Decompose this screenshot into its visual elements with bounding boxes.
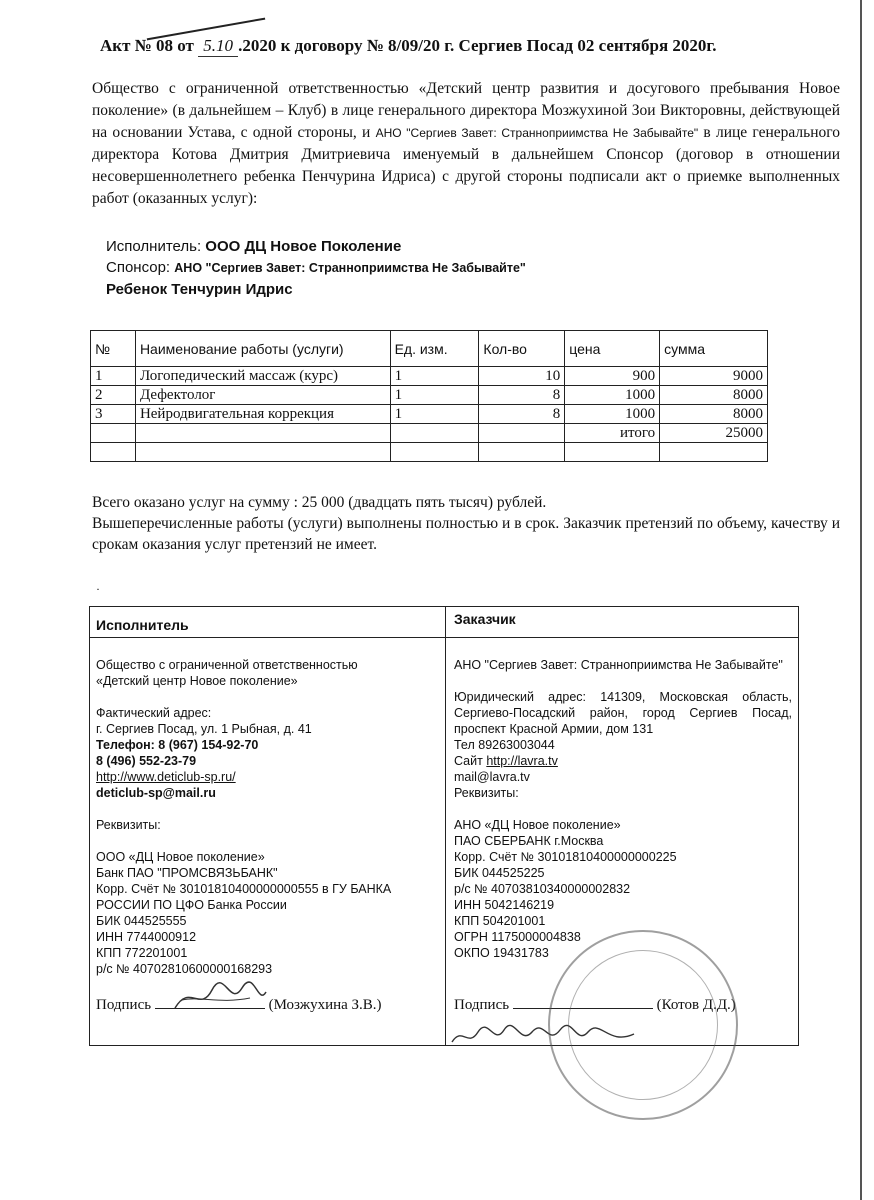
customer-website-link[interactable]: http://lavra.tv [486,754,558,768]
cell-unit: 1 [390,386,479,405]
customer-account: р/с № 40703810340000002832 [454,882,631,896]
cell-name: Логопедический массаж (курс) [135,367,390,386]
executor-phone1: Телефон: 8 (967) 154-92-70 [96,738,259,752]
col-header-unit: Ед. изм. [390,331,479,367]
customer-bank: ПАО СБЕРБАНК г.Москва [454,834,604,848]
executor-kpp: КПП 772201001 [96,946,188,960]
organization-stamp [548,930,738,1120]
cell-price: 1000 [565,386,660,405]
summary-total: Всего оказано услуг на сумму : 25 000 (двадцать пять тысяч) рублей. [92,494,547,511]
table-empty-row [91,443,768,462]
customer-legal-address: Юридический адрес: 141309, Московская область, Сергиево-Посадский район, город Сергиев Посад, проспект Красной Армии, дом 131 [454,690,792,736]
act-title-suffix: .2020 к договору № 8/09/20 г. Сергиев Посад 02 сентября 2020г. [238,36,717,55]
sponsor-value: АНО "Сергиев Завет: Странноприимства Не Забывайте" [174,261,526,275]
customer-kpp: КПП 504201001 [454,914,546,928]
intro-part2: в лице генерального директора Котова Дмитрия Дмитриевича именуемый в дальнейшем Спонсор (договор в отношении несовершеннолетнего ребенка Пенчурина Идриса) с другой стороны подписали акт о приемке выполненных работ (оказанных услуг): [92,124,840,207]
table-row [91,405,768,424]
cell-num: 1 [91,367,136,386]
col-header-num: № [91,331,136,367]
customer-corr-account: Корр. Счёт № 30101810400000000225 [454,850,677,864]
intro-paragraph [92,78,840,210]
executor-bank: Банк ПАО "ПРОМСВЯЗЬБАНК" [96,866,278,880]
cell-qty: 8 [479,386,565,405]
column-divider [445,607,446,1045]
child-line [106,279,526,300]
customer-sign-label: Подпись [454,997,510,1013]
scan-edge-line [860,0,862,1200]
sponsor-label: Спонсор: [106,259,175,276]
executor-label: Исполнитель: [106,238,206,255]
summary-block [92,492,840,555]
customer-email: mail@lavra.tv [454,770,530,784]
customer-site-label: Сайт [454,754,487,768]
table-header-row [91,331,768,367]
executor-sign-label: Подпись [96,997,152,1013]
total-value: 25000 [660,424,768,443]
executor-website-link[interactable]: http://www.deticlub-sp.ru/ [96,770,236,784]
act-title-prefix: Акт № 08 от [100,36,194,55]
cell-empty [390,424,479,443]
executor-email: deticlub-sp@mail.ru [96,786,216,800]
customer-okpo: ОКПО 19431783 [454,946,549,960]
intro-org: АНО "Сергиев Завет: Странноприимства Не Забывайте" [375,126,699,140]
customer-bik: БИК 044525225 [454,866,545,880]
executor-address: г. Сергиев Посад, ул. 1 Рыбная, д. 41 [96,722,312,736]
cell-empty [91,424,136,443]
sponsor-line [106,257,526,279]
executor-account: р/с № 40702810600000168293 [96,962,273,976]
cell-empty [565,443,660,462]
customer-org: АНО "Сергиев Завет: Странноприимства Не Забывайте" [454,658,783,672]
col-header-price: цена [565,331,660,367]
cell-name: Нейродвигательная коррекция [135,405,390,424]
customer-heading: Заказчик [454,611,516,627]
executor-details [96,657,436,977]
executor-org-line2: «Детский центр Новое поколение» [96,674,298,688]
col-header-qty: Кол-во [479,331,565,367]
customer-phone: Тел 89263003044 [454,738,555,752]
act-title [100,36,716,57]
cell-price: 900 [565,367,660,386]
executor-corr-account: Корр. Счёт № 30101810400000000555 в ГУ БАНКА [96,882,392,896]
cell-unit: 1 [390,367,479,386]
cell-empty [135,424,390,443]
executor-org-line1: Общество с ограниченной ответственностью [96,658,358,672]
customer-sign-name: (Котов Д.Д.) [656,997,736,1013]
executor-heading: Исполнитель [96,617,189,633]
executor-req-org: ООО «ДЦ Новое поколение» [96,850,265,864]
act-date-handwritten: 5.10 [198,36,238,57]
customer-details [454,657,792,961]
col-header-name: Наименование работы (услуги) [135,331,390,367]
intro-part1: Общество с ограниченной ответственностью «Детский центр развития и досугового пребывания Новое поколение» (в дальнейшем – Клуб) в лице генерального директора Мозжухиной Зои Викторовны, действующей на основании Устава, с одной стороны, и [92,80,840,141]
executor-bik: БИК 044525555 [96,914,187,928]
cell-num: 2 [91,386,136,405]
executor-req-label: Реквизиты: [96,818,161,832]
cell-num: 3 [91,405,136,424]
customer-site-line [454,753,792,769]
col-header-sum: сумма [660,331,768,367]
cell-qty: 8 [479,405,565,424]
executor-phone2: 8 (496) 552-23-79 [96,754,197,768]
parties-block [106,236,526,300]
table-total-row [91,424,768,443]
table-row [91,386,768,405]
table-row [91,367,768,386]
customer-ogrn: ОГРН 1175000004838 [454,930,581,944]
header-divider [90,637,798,638]
executor-value: ООО ДЦ Новое Поколение [205,238,402,255]
cell-sum: 9000 [660,367,768,386]
customer-req-label: Реквизиты: [454,786,519,800]
cell-empty [91,443,136,462]
executor-signature-scribble [170,978,270,1018]
works-table [90,330,768,462]
child-name: Ребенок Тенчурин Идрис [106,281,293,298]
customer-inn: ИНН 5042146219 [454,898,555,912]
cell-empty [479,443,565,462]
cell-empty [390,443,479,462]
cell-name: Дефектолог [135,386,390,405]
cell-empty [660,443,768,462]
executor-inn: ИНН 7744000912 [96,930,197,944]
cell-empty [479,424,565,443]
cell-sum: 8000 [660,405,768,424]
executor-line [106,236,526,257]
summary-statement: Вышеперечисленные работы (услуги) выполнены полностью и в срок. Заказчик претензий по объему, качеству и срокам оказания услуг претензий не имеет. [92,515,840,553]
cell-unit: 1 [390,405,479,424]
executor-sign-name: (Мозжухина З.В.) [268,997,382,1013]
executor-addr-label: Фактический адрес: [96,706,212,720]
executor-corr-bank: РОССИИ ПО ЦФО Банка России [96,898,287,912]
total-label: итого [565,424,660,443]
stray-dot: · [96,582,100,596]
cell-qty: 10 [479,367,565,386]
cell-empty [135,443,390,462]
cell-sum: 8000 [660,386,768,405]
cell-price: 1000 [565,405,660,424]
customer-req-org: АНО «ДЦ Новое поколение» [454,818,621,832]
